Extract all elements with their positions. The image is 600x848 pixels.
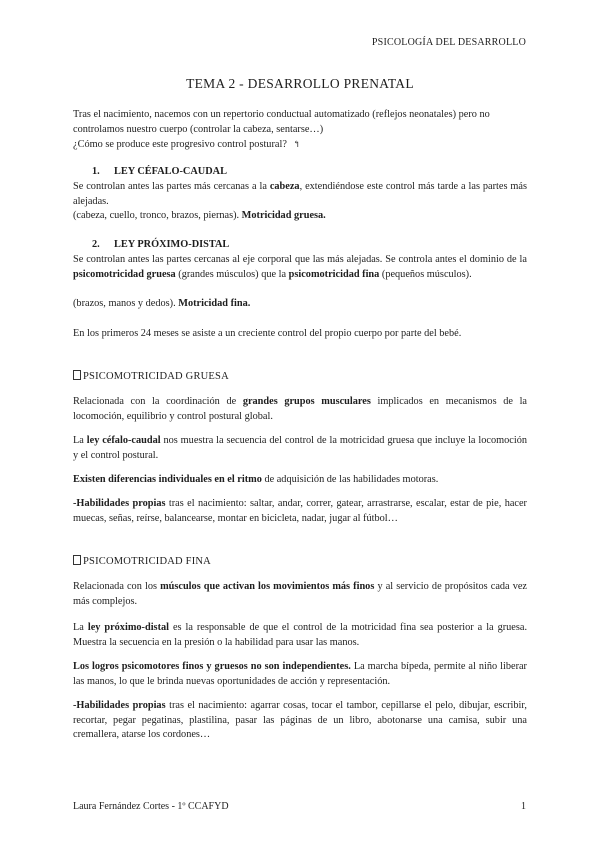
gruesa-p2: La ley céfalo-caudal nos muestra la secuencia del control de la motricidad gruesa que incluye la locomoción y el control postural. [73,435,528,461]
cursor-icon: ↰ [292,139,301,149]
fina-p1: Relacionada con los músculos que activan los movimientos más finos y al servicio de propósitos cada vez más complejos. [73,581,527,607]
law1-title: LEY CÉFALO-CAUDAL [114,166,227,177]
running-header: PSICOLOGÍA DEL DESARROLLO [371,37,526,48]
fina-p2: La ley próximo-distal es la responsable de que el control de la motricidad fina sea posterior a la gruesa. Muestra la secuencia en la presión o la habilidad para usar las manos. [73,622,528,648]
law1-heading [73,165,527,180]
gruesa-p3: Existen diferencias individuales en el ritmo de adquisición de las habilidades motoras. [73,474,439,485]
footer-author: Laura Fernández Cortes - 1º CCAFYD [73,801,229,812]
law1-paragraph: Se controlan antes las partes más cercanas a la cabeza, extendiéndose este control más tarde a las partes más alejadas. [73,181,527,207]
checkbox-square-icon [73,555,81,565]
law1-examples: (cabeza, cuello, tronco, brazos, piernas). Motricidad gruesa. [73,210,326,221]
gruesa-p4: -Habilidades propias tras el nacimiento: saltar, andar, correr, gatear, arrastrarse, escalar, estar de pie, hacer muecas, señas, reírse, balancearse, montar en bicicleta, nadar, jugar al fútbol… [73,498,527,524]
intro-question: ¿Cómo se produce este progresivo control postural? ↰ [73,139,301,150]
law2-number: 2. [92,239,100,250]
fina-p3: Los logros psicomotores finos y gruesos no son independientes. La marcha bípeda, permite al niño liberar las manos, lo que le brinda nuevas oportunidades de acción y representación. [73,661,527,687]
law1-number: 1. [92,166,100,177]
gruesa-p1: Relacionada con la coordinación de grandes grupos musculares implicados en mecanismos de la locomoción, equilibrio y control postural global. [73,396,528,422]
law2-title: LEY PRÓXIMO-DISTAL [114,239,230,250]
summary-paragraph: En los primeros 24 meses se asiste a un creciente control del propio cuerpo por parte del bebé. [73,328,462,339]
page-title: TEMA 2 - DESARROLLO PRENATAL [186,76,414,91]
fina-p4: -Habilidades propias tras el nacimiento: agarrar cosas, tocar el tambor, cepillarse el pelo, dibujar, escribir, recortar, pegar pegatinas, plastilina, pasar las páginas de un libro, abotonarse una camisa, subir una cremallera, atarse los cordones… [73,700,528,740]
intro-line: Tras el nacimiento, nacemos con un repertorio conductual automatizado (reflejos neonatales) pero no [73,109,490,120]
intro-line: controlamos nuestro cuerpo (controlar la cabeza, sentarse…) [73,123,324,135]
page-number: 1 [521,801,526,812]
checkbox-square-icon [73,370,81,380]
fina-heading: PSICOMOTRICIDAD FINA [73,555,527,570]
gruesa-heading: PSICOMOTRICIDAD GRUESA [73,370,527,385]
law2-examples: (brazos, manos y dedos). Motricidad fina. [73,298,251,309]
law2-heading [73,238,527,253]
law2-paragraph: Se controlan antes las partes cercanas al eje corporal que las más alejadas. Se controla antes el dominio de la psicomotricidad gruesa (grandes músculos) que la psicomotricidad fina (pequeños músculos). [73,254,527,280]
intro-paragraph [73,108,527,153]
